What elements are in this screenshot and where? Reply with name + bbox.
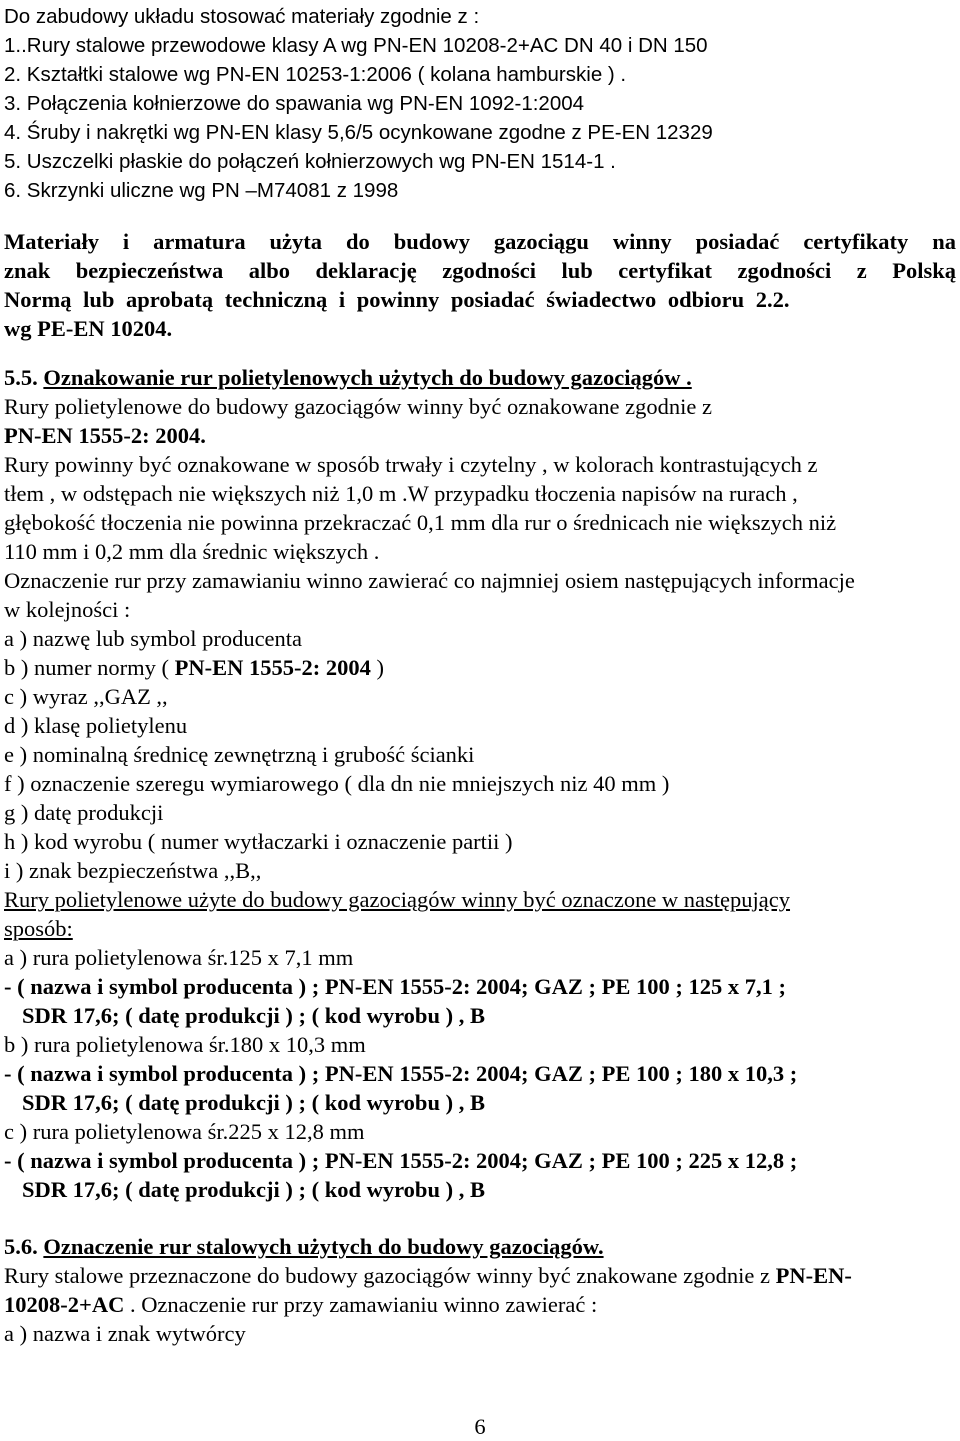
- spacer: [4, 343, 956, 363]
- example-c-label: c ) rura polietylenowa śr.225 x 12,8 mm: [4, 1119, 365, 1144]
- example-a-label: a ) rura polietylenowa śr.125 x 7,1 mm: [4, 945, 354, 970]
- spacer: [4, 205, 956, 227]
- section-5-5-title: Oznakowanie rur polietylenowych użytych do budowy gazociągów .: [43, 365, 692, 390]
- section-5-5-number: 5.5.: [4, 365, 38, 390]
- section-5-6-line2: [4, 1290, 956, 1319]
- certification-line-4: wg PE-EN 10204.: [4, 316, 173, 341]
- materials-item-6: 6. Skrzynki uliczne wg PN –M74081 z 1998: [4, 179, 399, 202]
- example-b-label: b ) rura polietylenowa śr.180 x 10,3 mm: [4, 1032, 366, 1057]
- section-5-6-title: Oznaczenie rur stalowych użytych do budowy gazociągów.: [43, 1234, 604, 1259]
- section-5-5-para1: Rury polietylenowe do budowy gazociągów winny być oznakowane zgodnie z: [4, 394, 712, 419]
- section-5-5-para2-line3: głębokość tłoczenia nie powinna przekraczać 0,1 mm dla rur o średnicach nie większych niż: [4, 510, 837, 535]
- section-5-5-para2-line2: tłem , w odstępach nie większych niż 1,0 m .W przypadku tłoczenia napisów na rurach ,: [4, 481, 798, 506]
- example-b-line2: SDR 17,6; ( datę produkcji ) ; ( kod wyrobu ) , B: [22, 1090, 485, 1115]
- section-5-6-line2-text: . Oznaczenie rur przy zamawianiu winno zawierać :: [124, 1292, 598, 1317]
- order-list-item-i: i ) znak bezpieczeństwa ,,B,,: [4, 858, 262, 883]
- section-5-6: [4, 1232, 956, 1348]
- section-5-5-heading: [4, 363, 956, 392]
- order-list-item-b: [4, 653, 956, 682]
- order-list-item-c: c ) wyraz ,,GAZ ,,: [4, 684, 168, 709]
- order-list-item-f: f ) oznaczenie szeregu wymiarowego ( dla dn nie mniejszych niz 40 mm ): [4, 771, 670, 796]
- section-5-6-line1-norm: PN-EN-: [775, 1263, 852, 1288]
- section-5-5-para2-line4: 110 mm i 0,2 mm dla średnic większych .: [4, 539, 380, 564]
- example-a-line1: - ( nazwa i symbol producenta ) ; PN-EN 1555-2: 2004; GAZ ; PE 100 ; 125 x 7,1 ;: [4, 974, 787, 999]
- section-5-5: [4, 363, 956, 1204]
- certification-line-2: znak bezpieczeństwa albo deklarację zgodności lub certyfikat zgodności z Polską: [4, 258, 956, 283]
- materials-item-3: 3. Połączenia kołnierzowe do spawania wg PN-EN 1092-1:2004: [4, 92, 585, 115]
- certification-line-3: Normą lub aprobatą techniczną i powinny posiadać świadectwo odbioru 2.2.: [4, 287, 790, 312]
- order-list-item-b-norm: PN-EN 1555-2: 2004: [174, 655, 371, 680]
- section-5-6-item-a: a ) nazwa i znak wytwórcy: [4, 1321, 246, 1346]
- materials-section: [4, 2, 956, 205]
- order-list-item-b-pre: b ) numer normy (: [4, 655, 175, 680]
- order-list-item-a: a ) nazwę lub symbol producenta: [4, 626, 303, 651]
- spacer: [4, 1204, 956, 1232]
- section-5-5-para3-line1: Oznaczenie rur przy zamawianiu winno zawierać co najmniej osiem następujących informacje: [4, 568, 855, 593]
- page-number: 6: [474, 1414, 486, 1439]
- section-5-5-para3-line2: w kolejności :: [4, 597, 131, 622]
- order-list-item-g: g ) datę produkcji: [4, 800, 164, 825]
- materials-item-4: 4. Śruby i nakrętki wg PN-EN klasy 5,6/5 ocynkowane zgodne z PE-EN 12329: [4, 121, 713, 144]
- order-list-item-b-post: ): [370, 655, 384, 680]
- order-list-item-h: h ) kod wyrobu ( numer wytłaczarki i oznaczenie partii ): [4, 829, 513, 854]
- example-c-line1: - ( nazwa i symbol producenta ) ; PN-EN 1555-2: 2004; GAZ ; PE 100 ; 225 x 12,8 ;: [4, 1148, 798, 1173]
- section-5-6-heading: [4, 1232, 956, 1261]
- section-5-6-line2-norm: 10208-2+AC: [4, 1292, 125, 1317]
- materials-item-2: 2. Kształtki stalowe wg PN-EN 10253-1:2006 ( kolana hamburskie ) .: [4, 63, 627, 86]
- section-5-6-number: 5.6.: [4, 1234, 38, 1259]
- order-list-item-e: e ) nominalną średnicę zewnętrzną i grubość ścianki: [4, 742, 475, 767]
- marking-heading-line2: sposób:: [4, 916, 73, 941]
- example-c-line2: SDR 17,6; ( datę produkcji ) ; ( kod wyrobu ) , B: [22, 1177, 485, 1202]
- materials-item-1: 1..Rury stalowe przewodowe klasy A wg PN-EN 10208-2+AC DN 40 i DN 150: [4, 34, 708, 57]
- materials-item-5: 5. Uszczelki płaskie do połączeń kołnierzowych wg PN-EN 1514-1 .: [4, 150, 616, 173]
- example-a-line2: SDR 17,6; ( datę produkcji ) ; ( kod wyrobu ) , B: [22, 1003, 485, 1028]
- marking-heading-line1: Rury polietylenowe użyte do budowy gazociągów winny być oznaczone w następujący: [4, 887, 791, 912]
- order-list-item-d: d ) klasę polietylenu: [4, 713, 188, 738]
- section-5-6-line1-text: Rury stalowe przeznaczone do budowy gazociągów winny być znakowane zgodnie z: [4, 1263, 776, 1288]
- materials-intro: Do zabudowy układu stosować materiały zgodnie z :: [4, 5, 480, 28]
- section-5-6-line1: [4, 1261, 956, 1290]
- section-5-5-para1-norm: PN-EN 1555-2: 2004.: [4, 423, 206, 448]
- example-b-line1: - ( nazwa i symbol producenta ) ; PN-EN 1555-2: 2004; GAZ ; PE 100 ; 180 x 10,3 ;: [4, 1061, 798, 1086]
- certification-paragraph: [4, 227, 956, 343]
- section-5-5-para2-line1: Rury powinny być oznakowane w sposób trwały i czytelny , w kolorach kontrastujących z: [4, 452, 818, 477]
- certification-line-1: Materiały i armatura użyta do budowy gazociągu winny posiadać certyfikaty na: [4, 229, 956, 254]
